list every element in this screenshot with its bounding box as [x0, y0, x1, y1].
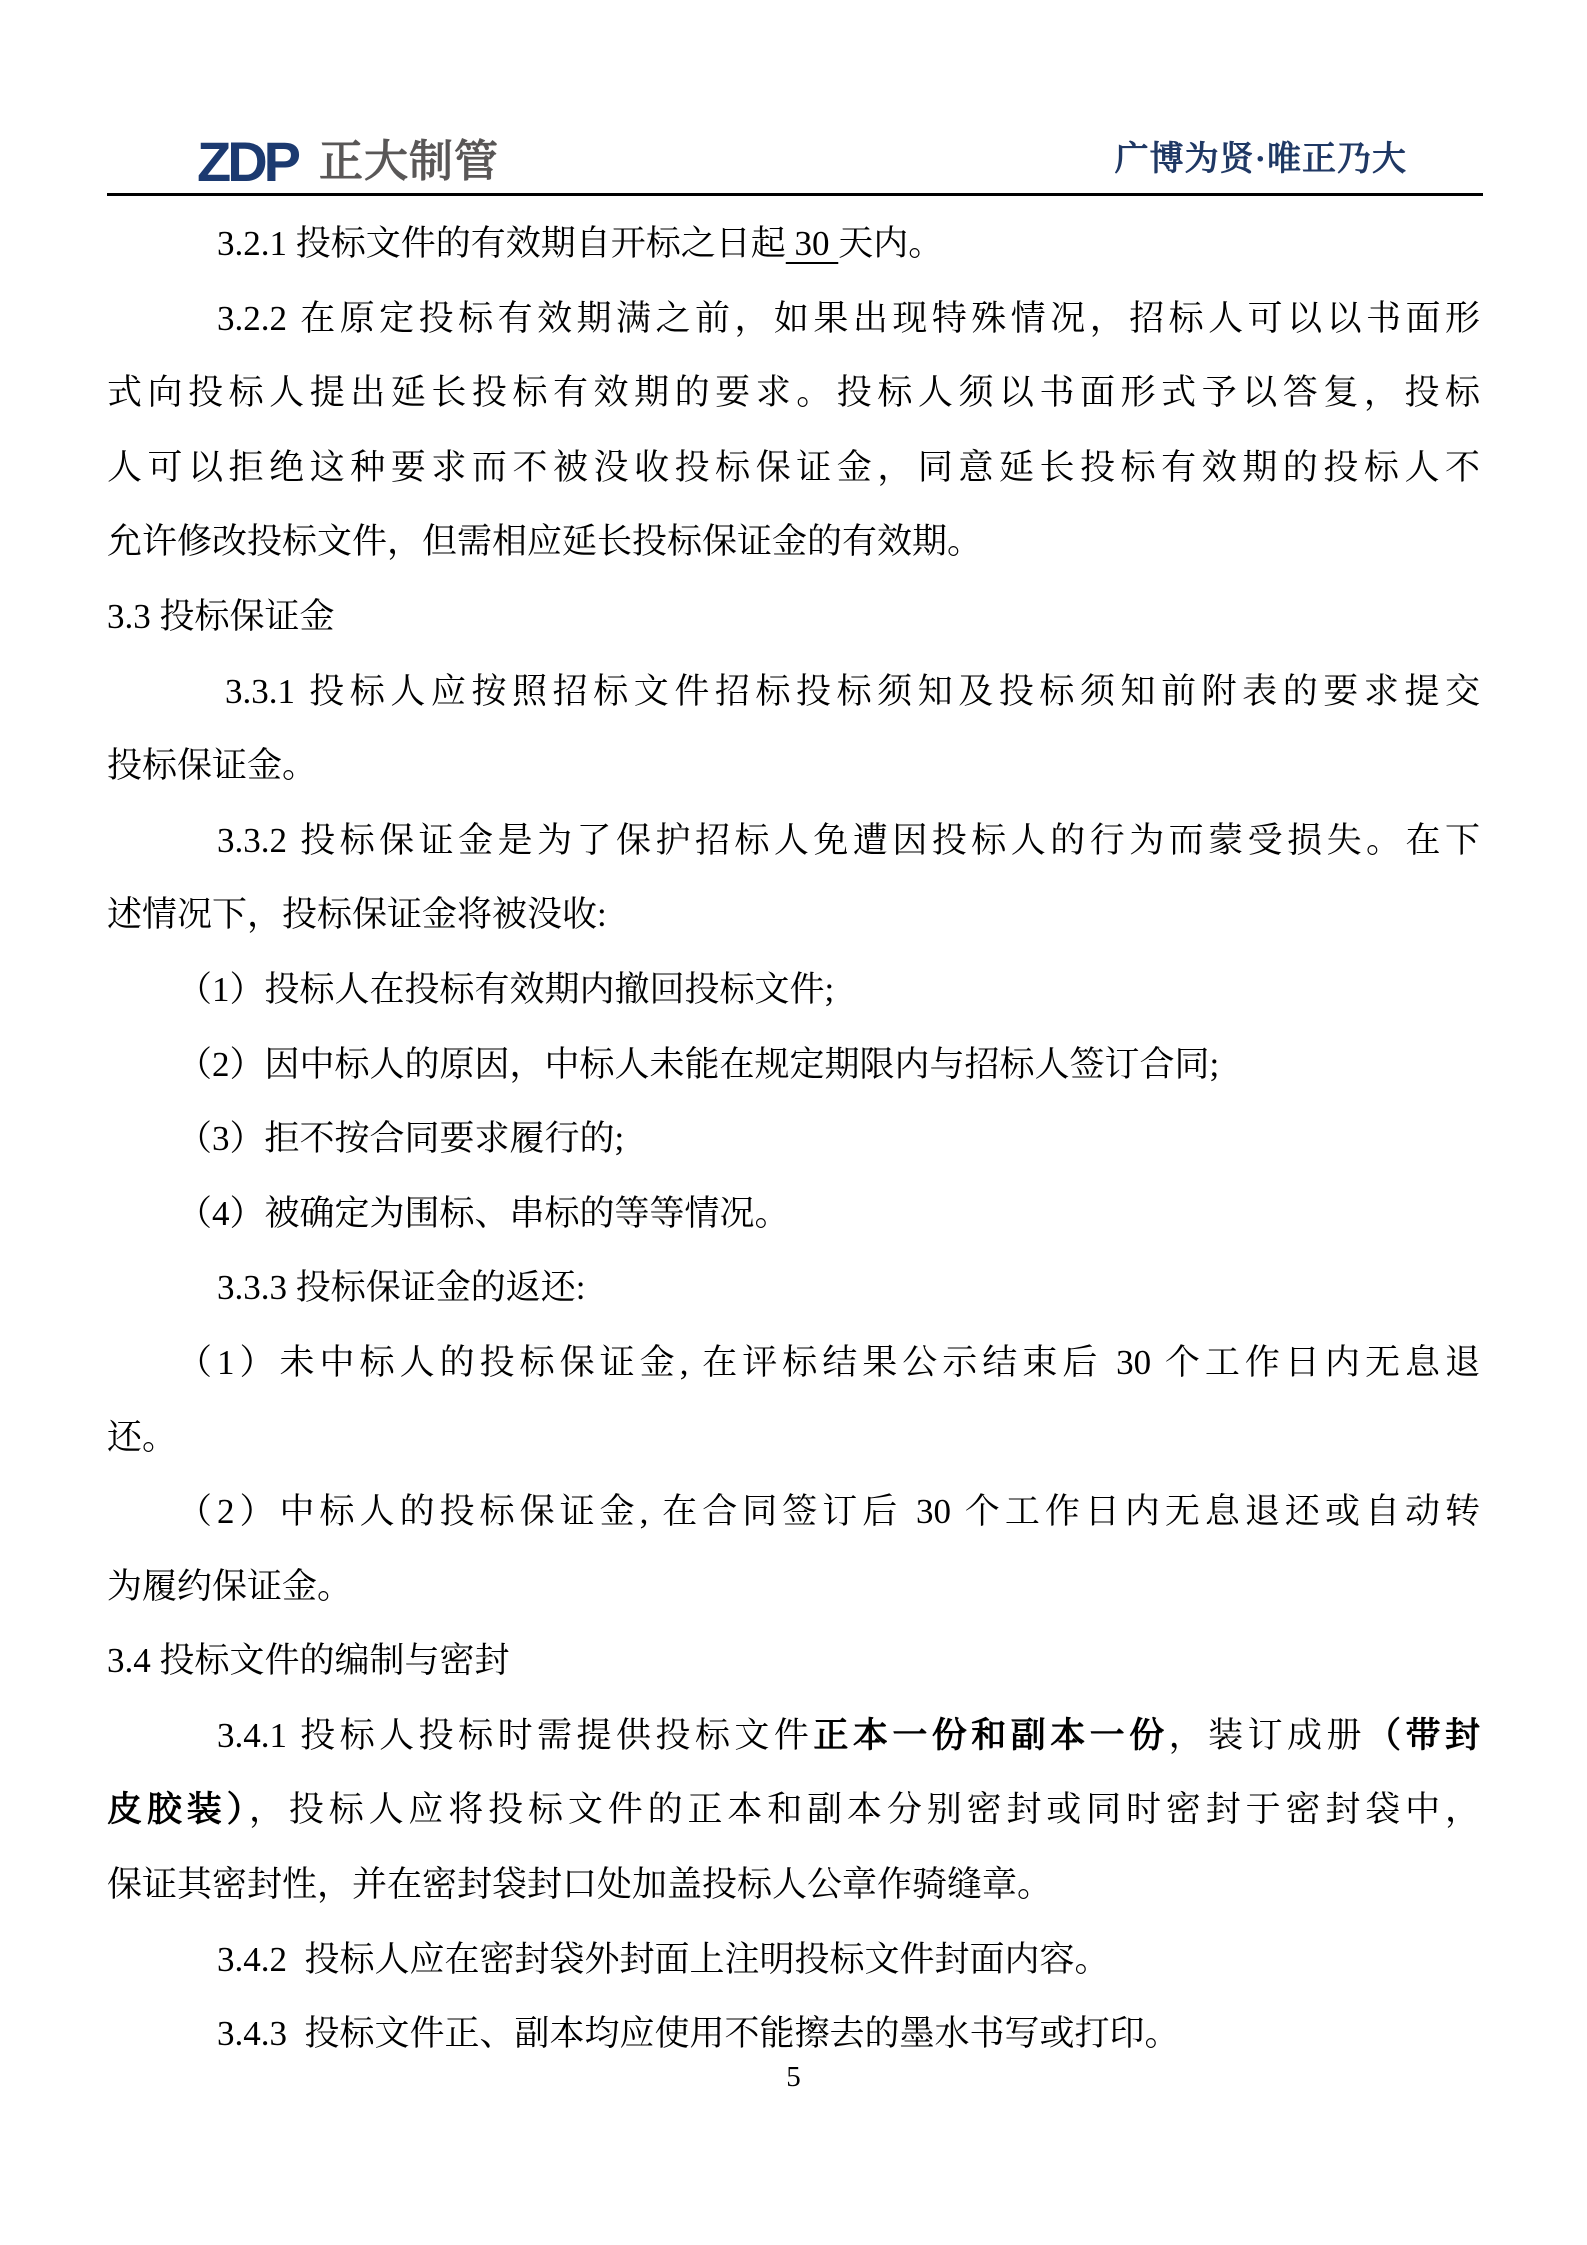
text-run: 3.2.1 投标文件的有效期自开标之日起	[217, 224, 786, 263]
text-run: 天内。	[838, 224, 944, 263]
text-run: 保证其密封性，并在密封袋封口处加盖投标人公章作骑缝章。	[107, 1865, 1053, 1905]
underlined-value: 30	[785, 224, 839, 263]
text-line	[107, 1699, 1480, 1774]
header-divider	[107, 193, 1483, 196]
text-run: 3.4.2 投标人应在密封袋外封面上注明投标文件封面内容。	[217, 1939, 1110, 1979]
text-line	[107, 878, 1480, 953]
text-line	[107, 356, 1480, 431]
text-line	[107, 1401, 1480, 1476]
text-run: （4）被确定为围标、串标的等等情况。	[177, 1193, 790, 1233]
text-run: （3）拒不按合同要求履行的;	[177, 1119, 625, 1159]
text-run: 3.3 投标保证金	[107, 596, 335, 636]
text-run: ，装订成册	[1168, 1715, 1367, 1755]
text-line	[107, 729, 1480, 804]
bold-text-run: 皮胶装）	[107, 1790, 249, 1830]
text-run: 3.3.2 投标保证金是为了保护招标人免遭因投标人的行为而蒙受损失。在下	[217, 820, 1480, 860]
text-run: （1）投标人在投标有效期内撤回投标文件;	[177, 969, 835, 1009]
text-line	[107, 505, 1480, 580]
text-run: （1）未中标人的投标保证金, 在评标结果公示结束后 30 个工作日内无息退	[177, 1342, 1480, 1382]
text-line	[107, 953, 1480, 1028]
text-line	[107, 282, 1480, 357]
text-run: 还。	[107, 1417, 178, 1457]
page-number: 5	[786, 2061, 801, 2093]
text-line	[107, 1028, 1480, 1103]
text-run: 3.3.3 投标保证金的返还:	[217, 1268, 586, 1308]
text-line	[107, 1773, 1480, 1848]
text-line	[107, 1624, 1480, 1699]
text-run: （2）中标人的投标保证金, 在合同签订后 30 个工作日内无息退还或自动转	[177, 1492, 1480, 1532]
text-line	[107, 1251, 1480, 1326]
text-run: 3.2.2 在原定投标有效期满之前，如果出现特殊情况，招标人可以以书面形	[217, 298, 1480, 338]
text-run: 述情况下，投标保证金将被没收:	[107, 895, 607, 935]
document-body	[107, 207, 1480, 2072]
text-run: 式向投标人提出延长投标有效期的要求。投标人须以书面形式予以答复，投标	[107, 373, 1480, 413]
text-line	[107, 1102, 1480, 1177]
text-line	[107, 1475, 1480, 1550]
text-line	[107, 804, 1480, 879]
bold-text-run: （带封	[1366, 1715, 1480, 1755]
text-line	[107, 1326, 1480, 1401]
text-line	[107, 655, 1480, 730]
text-run: ，投标人应将投标文件的正本和副本分别密封或同时密封于密封袋中，	[248, 1790, 1480, 1830]
text-line	[107, 1923, 1480, 1998]
text-line	[107, 1550, 1480, 1625]
text-run: 3.4.1 投标人投标时需提供投标文件	[217, 1715, 814, 1755]
text-run: 3.4.3 投标文件正、副本均应使用不能擦去的墨水书写或打印。	[217, 2014, 1180, 2054]
text-run: 人可以拒绝这种要求而不被没收投标保证金，同意延长投标有效期的投标人不	[107, 447, 1480, 487]
text-run: 允许修改投标文件，但需相应延长投标保证金的有效期。	[107, 522, 983, 562]
company-logo	[197, 130, 499, 193]
text-line	[107, 207, 1480, 282]
header-slogan: 广博为贤·唯正乃大	[1114, 141, 1407, 178]
logo-company-name: 正大制管	[319, 137, 499, 186]
text-line	[107, 1177, 1480, 1252]
text-run: 3.4 投标文件的编制与密封	[107, 1641, 510, 1681]
text-line	[107, 431, 1480, 506]
text-line	[107, 580, 1480, 655]
logo-zdp-text: ZDP	[197, 130, 297, 193]
text-run: 投标保证金。	[107, 746, 318, 786]
text-run: 为履约保证金。	[107, 1566, 353, 1606]
text-run: （2）因中标人的原因，中标人未能在规定期限内与招标人签订合同;	[177, 1044, 1220, 1084]
text-line	[107, 1848, 1480, 1923]
bold-text-run: 正本一份和副本一份	[813, 1715, 1169, 1755]
text-run: 3.3.1 投标人应按照招标文件招标投标须知及投标须知前附表的要求提交	[225, 671, 1480, 711]
